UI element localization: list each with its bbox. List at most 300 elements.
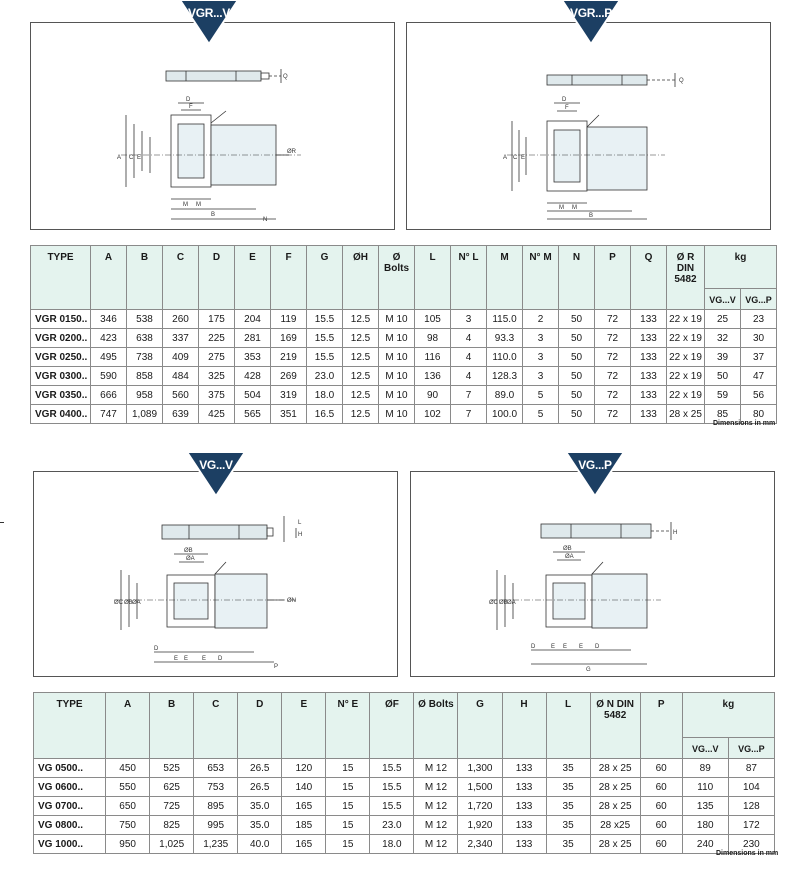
value-cell: 26.5	[238, 778, 282, 797]
value-cell: 738	[127, 348, 163, 367]
value-cell: 666	[91, 386, 127, 405]
value-cell: 1,089	[127, 405, 163, 424]
column-header: C	[194, 693, 238, 759]
column-header: TYPE	[34, 693, 106, 759]
value-cell: M 10	[379, 329, 415, 348]
value-cell: 90	[415, 386, 451, 405]
value-cell: 204	[235, 310, 271, 329]
value-cell: 450	[106, 759, 150, 778]
svg-text:M: M	[196, 202, 201, 208]
value-cell: 3	[523, 329, 559, 348]
table-row	[34, 797, 775, 816]
value-cell: 18.0	[370, 835, 414, 854]
type-cell: VG 1000..	[34, 835, 106, 854]
value-cell: 753	[194, 778, 238, 797]
value-cell: 2	[523, 310, 559, 329]
value-cell: 275	[199, 348, 235, 367]
value-cell: 133	[502, 816, 546, 835]
svg-text:F: F	[189, 104, 193, 110]
value-cell: 37	[741, 348, 777, 367]
column-header: D	[238, 693, 282, 759]
value-cell: 504	[235, 386, 271, 405]
svg-text:E: E	[521, 155, 526, 161]
value-cell: 89	[682, 759, 728, 778]
value-cell: 7	[451, 405, 487, 424]
value-cell: 5	[523, 386, 559, 405]
value-cell: M 12	[414, 816, 458, 835]
svg-text:ØC: ØC	[489, 600, 498, 606]
value-cell: M 10	[379, 348, 415, 367]
value-cell: 12.5	[343, 348, 379, 367]
value-cell: M 12	[414, 778, 458, 797]
value-cell: 12.5	[343, 329, 379, 348]
table-row	[34, 816, 775, 835]
svg-text:ØA: ØA	[565, 554, 574, 560]
tab-vgr-p	[562, 0, 620, 44]
value-cell: 165	[282, 797, 326, 816]
value-cell: 35	[546, 797, 590, 816]
value-cell: 428	[235, 367, 271, 386]
value-cell: 12.5	[343, 386, 379, 405]
value-cell: 12.5	[343, 405, 379, 424]
value-cell: 15	[326, 759, 370, 778]
vgr-spec-table	[30, 245, 777, 424]
column-header: D	[199, 246, 235, 310]
value-cell: 60	[640, 759, 682, 778]
value-cell: 50	[559, 386, 595, 405]
value-cell: 12.5	[343, 367, 379, 386]
svg-text:M: M	[559, 205, 564, 211]
vg-dimensions-note: Dimensions in mm	[716, 850, 779, 857]
value-cell: 3	[451, 310, 487, 329]
value-cell: 219	[271, 348, 307, 367]
value-cell: 750	[106, 816, 150, 835]
svg-text:B: B	[211, 212, 216, 218]
value-cell: 15.5	[307, 348, 343, 367]
value-cell: 495	[91, 348, 127, 367]
value-cell: 15.5	[307, 329, 343, 348]
value-cell: 35.0	[238, 797, 282, 816]
svg-text:ØA: ØA	[507, 600, 516, 606]
value-cell: 25	[705, 310, 741, 329]
value-cell: 240	[682, 835, 728, 854]
value-cell: 15.5	[370, 759, 414, 778]
value-cell: 1,920	[458, 816, 502, 835]
edge-mark	[0, 522, 4, 523]
value-cell: 128.3	[487, 367, 523, 386]
column-header: TYPE	[31, 246, 91, 310]
value-cell: 98	[415, 329, 451, 348]
value-cell: 423	[91, 329, 127, 348]
value-cell: 3	[523, 367, 559, 386]
value-cell: 115.0	[487, 310, 523, 329]
table-row	[34, 759, 775, 778]
value-cell: 351	[271, 405, 307, 424]
table-row	[34, 835, 775, 854]
value-cell: 995	[194, 816, 238, 835]
column-header: N° L	[451, 246, 487, 310]
value-cell: 15.5	[370, 778, 414, 797]
value-cell: 15	[326, 797, 370, 816]
type-cell: VG 0700..	[34, 797, 106, 816]
value-cell: 72	[595, 310, 631, 329]
column-header: G	[458, 693, 502, 759]
value-cell: 269	[271, 367, 307, 386]
value-cell: 104	[728, 778, 774, 797]
column-header: P	[640, 693, 682, 759]
value-cell: 100.0	[487, 405, 523, 424]
column-header: Ø N DIN 5482	[590, 693, 640, 759]
drawing-panel-vg-p	[410, 471, 775, 677]
svg-text:ØB: ØB	[499, 600, 508, 606]
svg-text:E: E	[579, 644, 584, 650]
value-cell: 50	[559, 310, 595, 329]
type-cell: VG 0800..	[34, 816, 106, 835]
value-cell: 105	[415, 310, 451, 329]
value-cell: M 10	[379, 386, 415, 405]
value-cell: 375	[199, 386, 235, 405]
column-header: Ø R DIN 5482	[667, 246, 705, 310]
svg-text:ØA: ØA	[186, 556, 195, 562]
value-cell: 23.0	[370, 816, 414, 835]
value-cell: 225	[199, 329, 235, 348]
value-cell: 15.5	[307, 310, 343, 329]
drawing-panel-vgr-p	[406, 22, 771, 230]
svg-text:E: E	[174, 656, 179, 662]
tab-label-vg-v: VG...V	[199, 458, 233, 472]
value-cell: M 12	[414, 759, 458, 778]
column-header: ØF	[370, 693, 414, 759]
value-cell: 590	[91, 367, 127, 386]
value-cell: 72	[595, 405, 631, 424]
value-cell: 1,235	[194, 835, 238, 854]
value-cell: 409	[163, 348, 199, 367]
value-cell: 133	[502, 778, 546, 797]
value-cell: 484	[163, 367, 199, 386]
svg-text:ØB: ØB	[124, 600, 133, 606]
tab-vg-v	[187, 452, 245, 496]
value-cell: 72	[595, 348, 631, 367]
table-row	[31, 367, 777, 386]
value-cell: 110	[682, 778, 728, 797]
value-cell: 133	[631, 367, 667, 386]
value-cell: 175	[199, 310, 235, 329]
value-cell: 18.0	[307, 386, 343, 405]
value-cell: 1,300	[458, 759, 502, 778]
column-header: B	[127, 246, 163, 310]
svg-text:B: B	[589, 213, 594, 219]
value-cell: 50	[559, 405, 595, 424]
svg-text:ØR: ØR	[287, 149, 296, 155]
value-cell: 2,340	[458, 835, 502, 854]
value-cell: 133	[631, 329, 667, 348]
value-cell: 169	[271, 329, 307, 348]
value-cell: 325	[199, 367, 235, 386]
value-cell: 180	[682, 816, 728, 835]
value-cell: 60	[640, 778, 682, 797]
value-cell: 172	[728, 816, 774, 835]
svg-text:D: D	[531, 644, 536, 650]
value-cell: 60	[640, 816, 682, 835]
svg-text:E: E	[551, 644, 556, 650]
svg-text:D: D	[595, 644, 600, 650]
value-cell: 22 x 19	[667, 367, 705, 386]
value-cell: 133	[502, 759, 546, 778]
value-cell: 135	[682, 797, 728, 816]
value-cell: 639	[163, 405, 199, 424]
column-header: P	[595, 246, 631, 310]
table-row	[31, 348, 777, 367]
tab-vgr-v	[180, 0, 238, 44]
value-cell: 12.5	[343, 310, 379, 329]
value-cell: 1,720	[458, 797, 502, 816]
value-cell: 230	[728, 835, 774, 854]
value-cell: 353	[235, 348, 271, 367]
column-header: E	[235, 246, 271, 310]
table-row	[34, 778, 775, 797]
value-cell: 15	[326, 816, 370, 835]
value-cell: 28 x25	[590, 816, 640, 835]
column-header: L	[546, 693, 590, 759]
value-cell: 22 x 19	[667, 386, 705, 405]
column-header: A	[106, 693, 150, 759]
column-header: C	[163, 246, 199, 310]
vgr-dimensions-note: Dimensions in mm	[713, 420, 776, 427]
column-header: G	[307, 246, 343, 310]
value-cell: 50	[559, 348, 595, 367]
value-cell: 747	[91, 405, 127, 424]
value-cell: 59	[705, 386, 741, 405]
value-cell: 133	[502, 797, 546, 816]
value-cell: 346	[91, 310, 127, 329]
value-cell: 30	[741, 329, 777, 348]
value-cell: 56	[741, 386, 777, 405]
value-cell: 165	[282, 835, 326, 854]
value-cell: 550	[106, 778, 150, 797]
svg-text:Q: Q	[283, 74, 288, 80]
column-header: B	[150, 693, 194, 759]
svg-text:ØN: ØN	[287, 598, 296, 604]
value-cell: 133	[631, 310, 667, 329]
svg-text:ØA: ØA	[132, 600, 141, 606]
value-cell: 93.3	[487, 329, 523, 348]
table-row	[31, 405, 777, 424]
svg-text:C: C	[513, 155, 518, 161]
svg-text:ØB: ØB	[563, 546, 572, 552]
kg-subheader: VG...P	[728, 738, 774, 759]
svg-text:ØB: ØB	[184, 548, 193, 554]
value-cell: 950	[106, 835, 150, 854]
column-header: N° M	[523, 246, 559, 310]
value-cell: 116	[415, 348, 451, 367]
svg-text:D: D	[218, 656, 223, 662]
svg-text:D: D	[186, 97, 191, 103]
value-cell: 28 x 25	[667, 405, 705, 424]
type-cell: VGR 0200..	[31, 329, 91, 348]
value-cell: 85	[705, 405, 741, 424]
value-cell: 28 x 25	[590, 835, 640, 854]
value-cell: 4	[451, 348, 487, 367]
technical-drawing-vg-v	[34, 472, 399, 678]
value-cell: 128	[728, 797, 774, 816]
svg-text:E: E	[184, 656, 189, 662]
value-cell: 425	[199, 405, 235, 424]
value-cell: 7	[451, 386, 487, 405]
technical-drawing-vgr-v	[31, 23, 396, 231]
value-cell: 653	[194, 759, 238, 778]
column-header: N° E	[326, 693, 370, 759]
technical-drawing-vgr-p	[407, 23, 772, 231]
value-cell: 35	[546, 835, 590, 854]
type-cell: VGR 0250..	[31, 348, 91, 367]
kg-subheader: VG...P	[741, 289, 777, 310]
value-cell: 958	[127, 386, 163, 405]
svg-text:A: A	[503, 155, 508, 161]
value-cell: 3	[523, 348, 559, 367]
tab-label-vgr-v: VGR...V	[188, 6, 230, 20]
table-row	[31, 386, 777, 405]
svg-text:H: H	[298, 532, 303, 538]
value-cell: 4	[451, 367, 487, 386]
value-cell: 28 x 25	[590, 797, 640, 816]
value-cell: 825	[150, 816, 194, 835]
value-cell: 4	[451, 329, 487, 348]
technical-drawing-vg-p	[411, 472, 776, 678]
value-cell: M 10	[379, 405, 415, 424]
svg-text:M: M	[572, 205, 577, 211]
value-cell: 858	[127, 367, 163, 386]
value-cell: 23.0	[307, 367, 343, 386]
column-header: A	[91, 246, 127, 310]
value-cell: 72	[595, 367, 631, 386]
column-header: M	[487, 246, 523, 310]
svg-text:A: A	[117, 155, 122, 161]
type-cell: VGR 0300..	[31, 367, 91, 386]
value-cell: 725	[150, 797, 194, 816]
value-cell: 5	[523, 405, 559, 424]
value-cell: 133	[502, 835, 546, 854]
value-cell: 72	[595, 386, 631, 405]
value-cell: 23	[741, 310, 777, 329]
value-cell: 35.0	[238, 816, 282, 835]
value-cell: 60	[640, 835, 682, 854]
value-cell: 50	[559, 329, 595, 348]
table-row	[31, 310, 777, 329]
column-header: Q	[631, 246, 667, 310]
svg-text:N: N	[263, 217, 268, 223]
value-cell: 35	[546, 816, 590, 835]
value-cell: 337	[163, 329, 199, 348]
svg-text:E: E	[563, 644, 568, 650]
value-cell: 136	[415, 367, 451, 386]
kg-subheader: VG...V	[705, 289, 741, 310]
kg-subheader: VG...V	[682, 738, 728, 759]
value-cell: 140	[282, 778, 326, 797]
type-cell: VG 0600..	[34, 778, 106, 797]
value-cell: 40.0	[238, 835, 282, 854]
value-cell: 15.5	[370, 797, 414, 816]
value-cell: 560	[163, 386, 199, 405]
value-cell: 1,500	[458, 778, 502, 797]
tab-vg-p	[566, 452, 624, 496]
value-cell: M 12	[414, 797, 458, 816]
value-cell: 72	[595, 329, 631, 348]
value-cell: 525	[150, 759, 194, 778]
value-cell: 319	[271, 386, 307, 405]
value-cell: 28 x 25	[590, 759, 640, 778]
value-cell: 281	[235, 329, 271, 348]
svg-text:M: M	[183, 202, 188, 208]
value-cell: 22 x 19	[667, 348, 705, 367]
value-cell: 22 x 19	[667, 310, 705, 329]
value-cell: 650	[106, 797, 150, 816]
svg-text:E: E	[202, 656, 207, 662]
value-cell: 89.0	[487, 386, 523, 405]
type-cell: VG 0500..	[34, 759, 106, 778]
value-cell: 538	[127, 310, 163, 329]
value-cell: M 10	[379, 310, 415, 329]
column-header: kg	[705, 246, 777, 289]
svg-text:G: G	[586, 667, 591, 673]
value-cell: 133	[631, 386, 667, 405]
column-header: E	[282, 693, 326, 759]
value-cell: 87	[728, 759, 774, 778]
type-cell: VGR 0150..	[31, 310, 91, 329]
svg-text:H: H	[673, 530, 678, 536]
value-cell: 80	[741, 405, 777, 424]
value-cell: 16.5	[307, 405, 343, 424]
value-cell: 47	[741, 367, 777, 386]
column-header: H	[502, 693, 546, 759]
value-cell: 15	[326, 778, 370, 797]
value-cell: 185	[282, 816, 326, 835]
svg-text:ØC: ØC	[114, 600, 123, 606]
value-cell: 35	[546, 778, 590, 797]
svg-text:L: L	[298, 520, 302, 526]
value-cell: 133	[631, 348, 667, 367]
value-cell: 50	[559, 367, 595, 386]
value-cell: 119	[271, 310, 307, 329]
value-cell: 625	[150, 778, 194, 797]
vg-spec-table	[33, 692, 775, 854]
column-header: Ø Bolts	[379, 246, 415, 310]
value-cell: 1,025	[150, 835, 194, 854]
drawing-panel-vg-v	[33, 471, 398, 677]
value-cell: 110.0	[487, 348, 523, 367]
value-cell: 895	[194, 797, 238, 816]
column-header: L	[415, 246, 451, 310]
value-cell: M 10	[379, 367, 415, 386]
type-cell: VGR 0400..	[31, 405, 91, 424]
drawing-panel-vgr-v	[30, 22, 395, 230]
tab-label-vg-p: VG...P	[578, 458, 612, 472]
value-cell: M 12	[414, 835, 458, 854]
value-cell: 28 x 25	[590, 778, 640, 797]
column-header: Ø Bolts	[414, 693, 458, 759]
value-cell: 638	[127, 329, 163, 348]
column-header: ØH	[343, 246, 379, 310]
value-cell: 102	[415, 405, 451, 424]
value-cell: 32	[705, 329, 741, 348]
value-cell: 133	[631, 405, 667, 424]
tab-label-vgr-p: VGR...P	[570, 6, 612, 20]
svg-text:D: D	[154, 646, 159, 652]
svg-text:D: D	[562, 97, 567, 103]
value-cell: 22 x 19	[667, 329, 705, 348]
column-header: N	[559, 246, 595, 310]
column-header: F	[271, 246, 307, 310]
value-cell: 26.5	[238, 759, 282, 778]
